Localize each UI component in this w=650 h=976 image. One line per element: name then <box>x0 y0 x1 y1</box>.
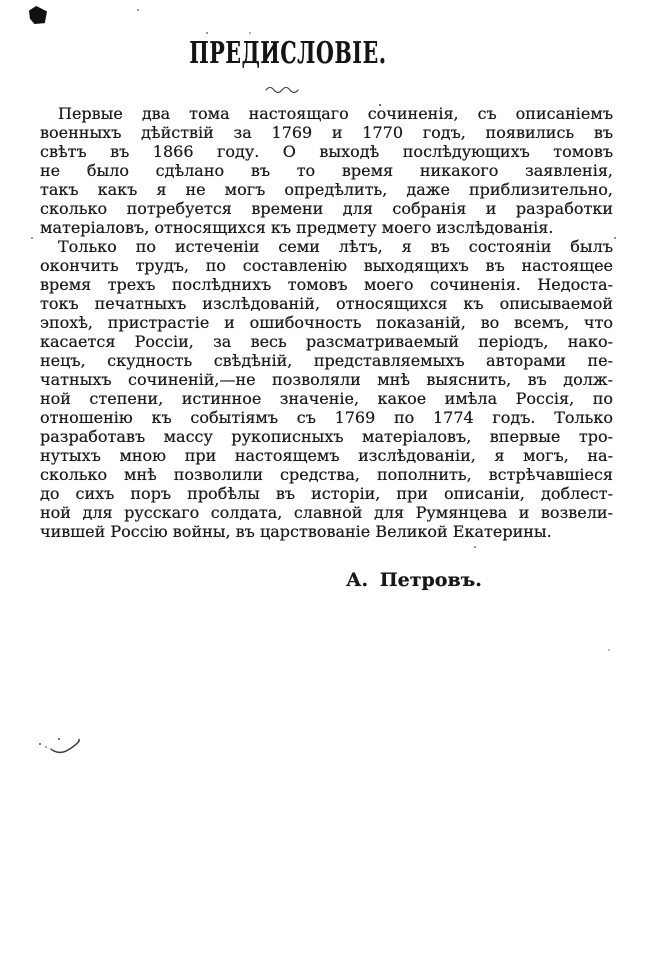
text-line: разработавъ массу рукописныхъ матеріаловъ, впервые тро- <box>40 427 613 446</box>
scan-speck <box>608 649 610 651</box>
scan-speck <box>206 32 208 34</box>
text-line: сколько мнѣ позволили средства, пополнить, встрѣчавшіеся <box>40 465 613 484</box>
wavy-divider-ornament <box>264 84 302 94</box>
text-line: касается Россіи, за весь разсматриваемый періодъ, нако- <box>40 332 613 351</box>
text-line: до сихъ поръ пробѣлы въ исторіи, при описаніи, доблест- <box>40 484 613 503</box>
text-line: токъ печатныхъ изслѣдованій, относящихся къ описываемой <box>40 294 613 313</box>
text-line: сколько потребуется времени для собранія и разработки <box>40 199 613 218</box>
scan-speck <box>249 32 251 34</box>
text-line: ной степени, истинное значеніе, какое имѣла Россія, по <box>40 389 613 408</box>
author-signature: А. Петровъ. <box>346 569 482 591</box>
preface-body-text <box>40 104 613 541</box>
text-line: Первые два тома настоящаго сочиненія, съ описаніемъ <box>58 104 613 123</box>
text-line: свѣтъ въ 1866 году. О выходѣ послѣдующихъ томовъ <box>40 142 613 161</box>
text-line: время трехъ послѣднихъ томовъ моего сочиненія. Недоста- <box>40 275 613 294</box>
text-line: матеріаловъ, относящихся къ предмету моего изслѣдованія. <box>40 218 554 237</box>
preface-heading-wrap <box>0 36 576 71</box>
scan-speck <box>137 9 139 11</box>
text-line: нутыхъ мною при настоящемъ изслѣдованіи, я могъ, на- <box>40 446 613 465</box>
text-line: чившей Россію войны, въ царствованіе Великой Екатерины. <box>40 522 552 541</box>
scan-blemish <box>29 6 47 24</box>
text-line: такъ какъ я не могъ опредѣлить, даже приблизительно, <box>40 180 613 199</box>
page-title: ПРЕДИСЛОВІЕ. <box>189 36 387 71</box>
scan-speck <box>474 546 476 548</box>
text-line: не было сдѣлано въ то время никакого заявленія, <box>40 161 613 180</box>
text-line: отношенію къ событіямъ съ 1769 по 1774 годъ. Только <box>40 408 613 427</box>
scan-speck <box>614 237 616 239</box>
text-line: ной для русскаго солдата, славной для Румянцева и возвели- <box>40 503 613 522</box>
scan-speck <box>31 237 33 239</box>
pen-mark-flourish <box>36 734 84 756</box>
text-line: нецъ, скудность свѣдѣній, представляемыхъ авторами пе- <box>40 351 613 370</box>
text-line: эпохѣ, пристрастіе и ошибочность показаній, во всемъ, что <box>40 313 613 332</box>
text-line: окончить трудъ, по составленію выходящихъ въ настоящее <box>40 256 613 275</box>
text-line: чатныхъ сочиненій,—не позволяли мнѣ выяснить, въ долж- <box>40 370 613 389</box>
text-line: военныхъ дѣйствій за 1769 и 1770 годъ, появились въ <box>40 123 613 142</box>
text-line: Только по истеченіи семи лѣтъ, я въ состояніи былъ <box>58 237 613 256</box>
